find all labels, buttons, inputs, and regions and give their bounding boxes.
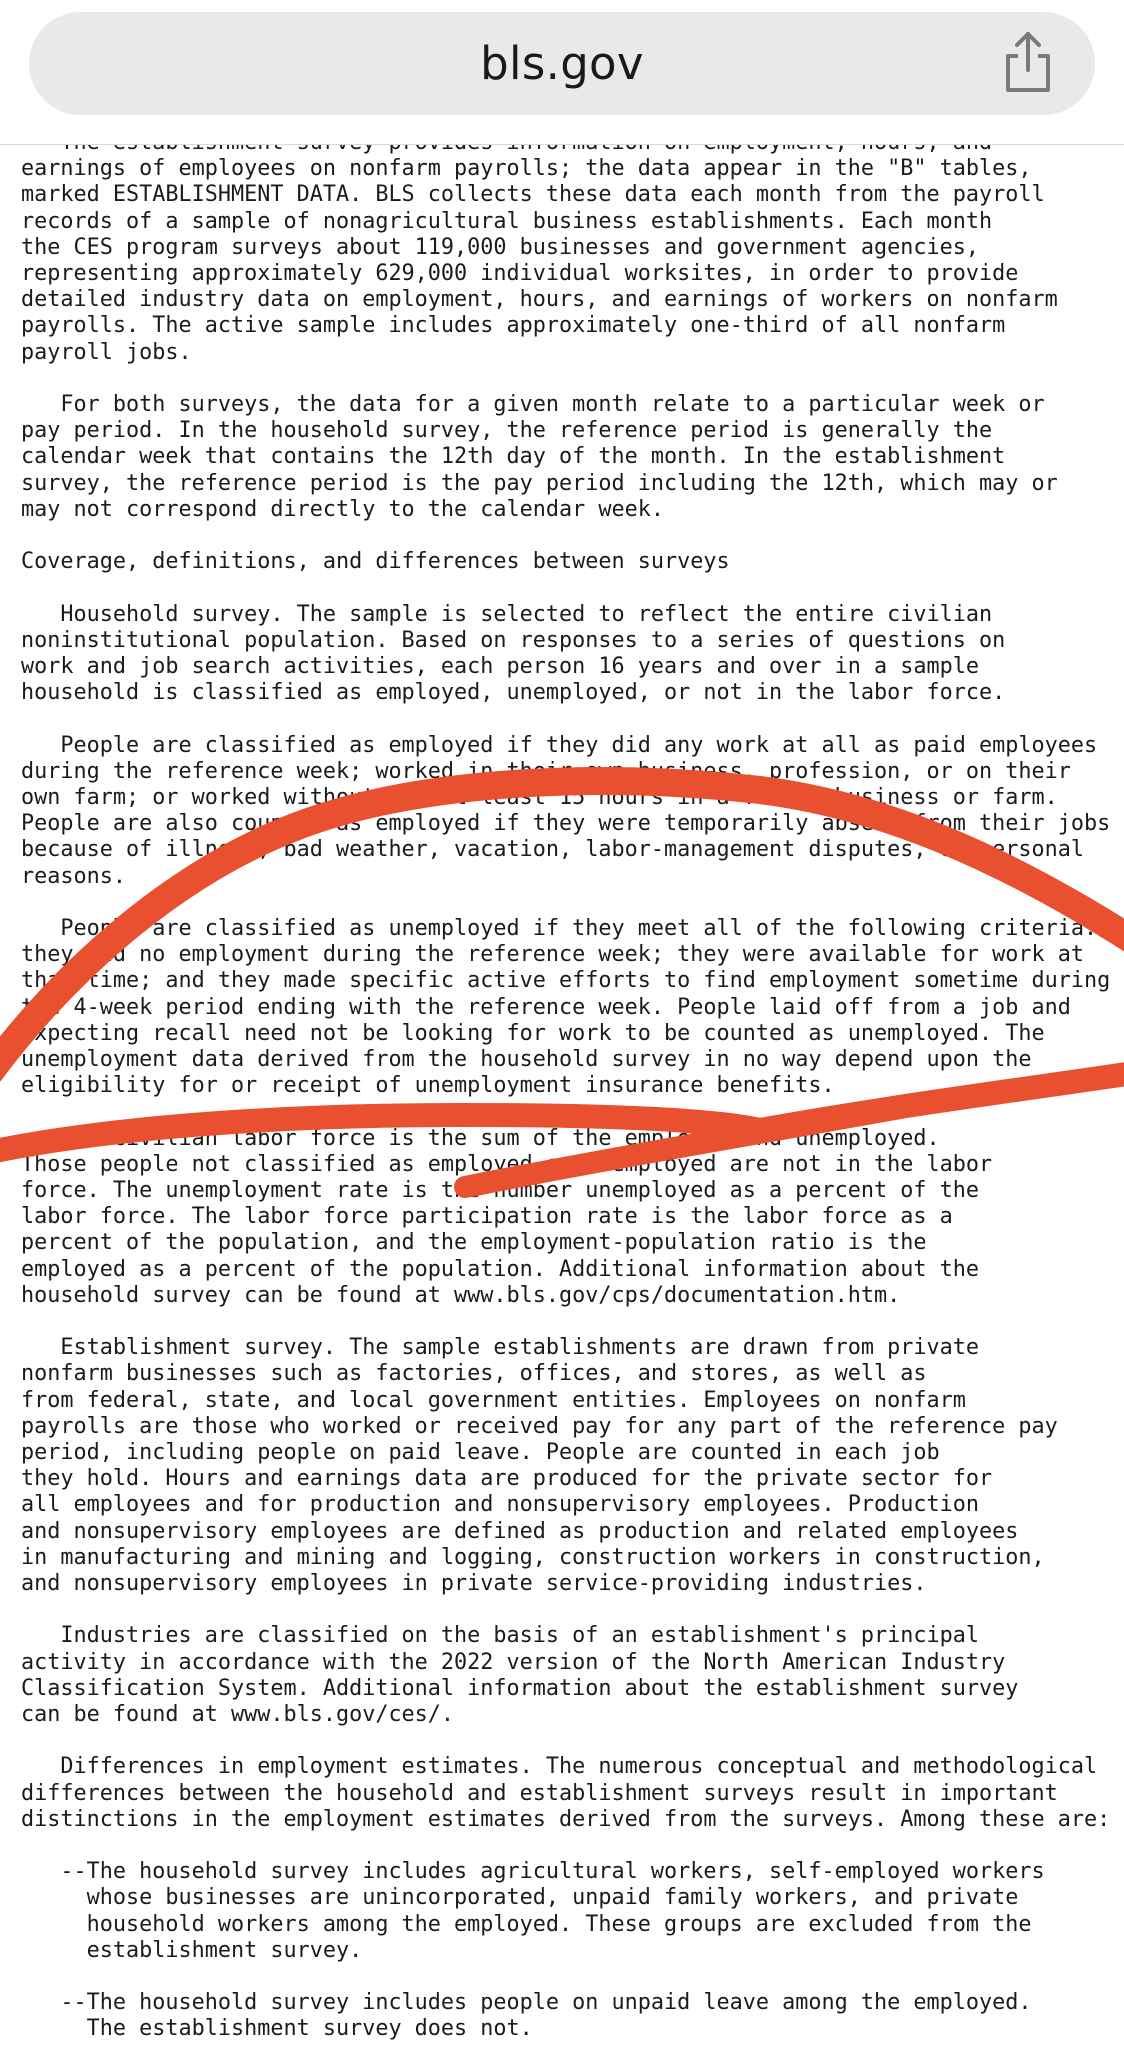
text-line: whose businesses are unincorporated, unpaid family workers, and private <box>21 1885 1019 1911</box>
text-line: People are classified as employed if they did any work at all as paid employees <box>21 732 1098 758</box>
text-line: they hold. Hours and earnings data are produced for the private sector for <box>21 1466 993 1492</box>
text-line: differences between the household and establishment surveys result in important <box>21 1780 1058 1806</box>
text-line: household workers among the employed. These groups are excluded from the <box>21 1911 1032 1937</box>
text-line: expecting recall need not be looking for work to be counted as unemployed. The <box>21 1020 1045 1046</box>
text-line: period, including people on paid leave. People are counted in each job <box>21 1440 940 1465</box>
text-line: the 4-week period ending with the reference week. People laid off from a job and <box>21 994 1071 1020</box>
text-line: People are also counted as employed if they were temporarily absent from their jobs <box>21 811 1111 837</box>
text-line: nonfarm businesses such as factories, offices, and stores, as well as <box>21 1361 927 1387</box>
url-field[interactable] <box>29 12 1095 115</box>
text-line: labor force. The labor force participation rate is the labor force as a <box>21 1204 953 1230</box>
text-line: Those people not classified as employed or unemployed are not in the labor <box>21 1151 993 1177</box>
share-icon[interactable] <box>998 30 1058 96</box>
text-line: The establishment survey does not. <box>21 2016 533 2042</box>
text-line: unemployment data derived from the household survey in no way depend upon the <box>21 1047 1032 1072</box>
text-line: records of a sample of nonagricultural business establishments. Each month <box>21 208 993 234</box>
text-line: pay period. In the household survey, the reference period is generally the <box>21 418 993 444</box>
text-line: can be found at www.bls.gov/ces/. <box>21 1702 455 1727</box>
url-text: bls.gov <box>480 37 644 90</box>
text-line: For both surveys, the data for a given month relate to a particular week or <box>21 392 1045 417</box>
text-line: during the reference week; worked in their own business, profession, or on their <box>21 758 1071 784</box>
text-line: survey, the reference period is the pay period including the 12th, which may or <box>21 470 1058 496</box>
text-line: from federal, state, and local government entities. Employees on nonfarm <box>21 1387 966 1413</box>
text-line: all employees and for production and nonsupervisory employees. Production <box>21 1492 979 1518</box>
text-line: household survey can be found at www.bls.gov/cps/documentation.htm. <box>21 1282 901 1308</box>
text-line: because of illness, bad weather, vacation, labor-management disputes, or personal <box>21 837 1084 863</box>
text-line: may not correspond directly to the calendar week. <box>21 496 665 522</box>
text-line: payrolls are those who worked or received pay for any part of the reference pay <box>21 1413 1058 1439</box>
text-line: Industries are classified on the basis of an establishment's principal <box>21 1623 979 1649</box>
text-line: and nonsupervisory employees are defined as production and related employees <box>21 1518 1019 1544</box>
text-line: payrolls. The active sample includes approximately one-third of all nonfarm <box>21 313 1006 339</box>
text-line: they had no employment during the reference week; they were available for work at <box>21 942 1084 968</box>
text-line: the CES program surveys about 119,000 businesses and government agencies, <box>21 234 979 260</box>
text-line: work and job search activities, each person 16 years and over in a sample <box>21 654 979 679</box>
text-line: household is classified as employed, unemployed, or not in the labor force. <box>21 680 1006 706</box>
text-line: Differences in employment estimates. The numerous conceptual and methodological <box>21 1754 1098 1780</box>
text-line: --The household survey includes people on unpaid leave among the employed. <box>21 1990 1032 2016</box>
text-line: Establishment survey. The sample establishments are drawn from private <box>21 1335 979 1361</box>
text-line: The civilian labor force is the sum of the employed and unemployed. <box>21 1125 940 1151</box>
text-line: employed as a percent of the population. Additional information about the <box>21 1256 979 1282</box>
text-line: Classification System. Additional information about the establishment survey <box>21 1675 1019 1701</box>
text-line: detailed industry data on employment, hours, and earnings of workers on nonfarm <box>21 287 1058 313</box>
text-line: that time; and they made specific active efforts to find employment sometime during <box>21 968 1111 994</box>
text-line: Coverage, definitions, and differences between surveys <box>21 549 730 575</box>
text-line: earnings of employees on nonfarm payrolls; the data appear in the "B" tables, <box>21 156 1032 182</box>
text-line: --The household survey includes agricultural workers, self-employed workers <box>21 1859 1045 1885</box>
text-line: own farm; or worked without pay at least 15 hours in a family business or farm. <box>21 785 1058 810</box>
text-line: force. The unemployment rate is the number unemployed as a percent of the <box>21 1178 979 1203</box>
text-line: representing approximately 629,000 individual worksites, in order to provide <box>21 261 1019 286</box>
text-line: noninstitutional population. Based on responses to a series of questions on <box>21 627 1006 653</box>
text-line: People are classified as unemployed if they meet all of the following criteria: <box>21 916 1098 941</box>
text-line: activity in accordance with the 2022 version of the North American Industry <box>21 1649 1006 1675</box>
text-line: distinctions in the employment estimates derived from the surveys. Among these are: <box>21 1806 1111 1832</box>
text-line: marked ESTABLISHMENT DATA. BLS collects these data each month from the payroll <box>21 182 1045 208</box>
text-line: Household survey. The sample is selected to reflect the entire civilian <box>21 601 993 627</box>
text-line: establishment survey. <box>21 1937 363 1963</box>
text-line: eligibility for or receipt of unemployment insurance benefits. <box>21 1073 835 1099</box>
text-line: percent of the population, and the employment-population ratio is the <box>21 1230 927 1256</box>
text-line: reasons. <box>21 863 126 889</box>
browser-address-bar <box>0 0 1124 145</box>
text-line: payroll jobs. <box>21 339 192 365</box>
text-line: calendar week that contains the 12th day of the month. In the establishment <box>21 444 1006 470</box>
text-line: in manufacturing and mining and logging, construction workers in construction, <box>21 1544 1045 1570</box>
text-line: and nonsupervisory employees in private service-providing industries. <box>21 1571 927 1596</box>
